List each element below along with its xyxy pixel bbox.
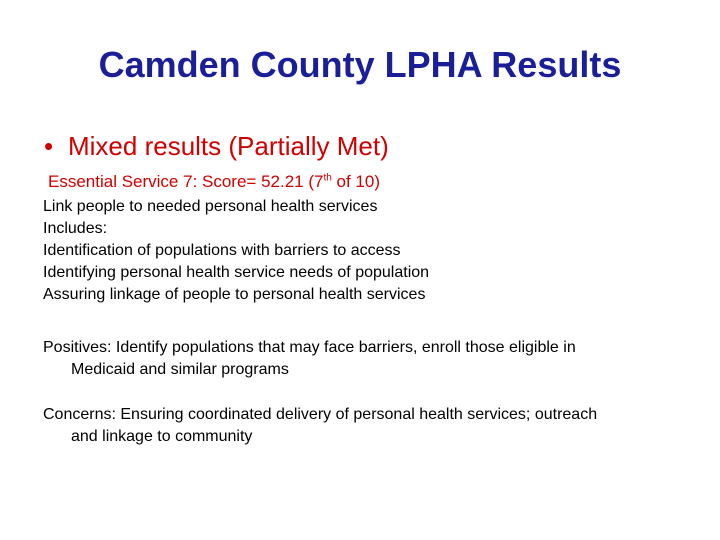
- essential-service-suffix: of 10): [331, 172, 380, 191]
- positives-paragraph: [43, 337, 693, 381]
- service-details: [43, 196, 429, 306]
- bullet-marker: •: [44, 131, 54, 161]
- bullet-text: Mixed results (Partially Met): [68, 131, 389, 161]
- detail-line: Identifying personal health service needs of population: [43, 264, 430, 281]
- slide-title: Camden County LPHA Results: [98, 44, 622, 85]
- positives-line-2: Medicaid and similar programs: [71, 361, 289, 378]
- concerns-paragraph: [43, 404, 693, 448]
- positives-line-1: Positives: Identify populations that may face barriers, enroll those eligible in: [43, 339, 576, 356]
- bullet-mixed-results: [44, 131, 389, 162]
- essential-service-superscript: th: [323, 172, 332, 184]
- concerns-line-2: and linkage to community: [71, 428, 253, 445]
- detail-line: Assuring linkage of people to personal health services: [43, 286, 426, 303]
- detail-line: Identification of populations with barriers to access: [43, 242, 401, 259]
- essential-service-score: [48, 172, 380, 192]
- detail-line: Link people to needed personal health services: [43, 198, 378, 215]
- detail-line: Includes:: [43, 220, 108, 237]
- concerns-line-1: Concerns: Ensuring coordinated delivery of personal health services; outreach: [43, 406, 598, 423]
- essential-service-prefix: Essential Service 7: Score= 52.21 (7: [48, 172, 324, 191]
